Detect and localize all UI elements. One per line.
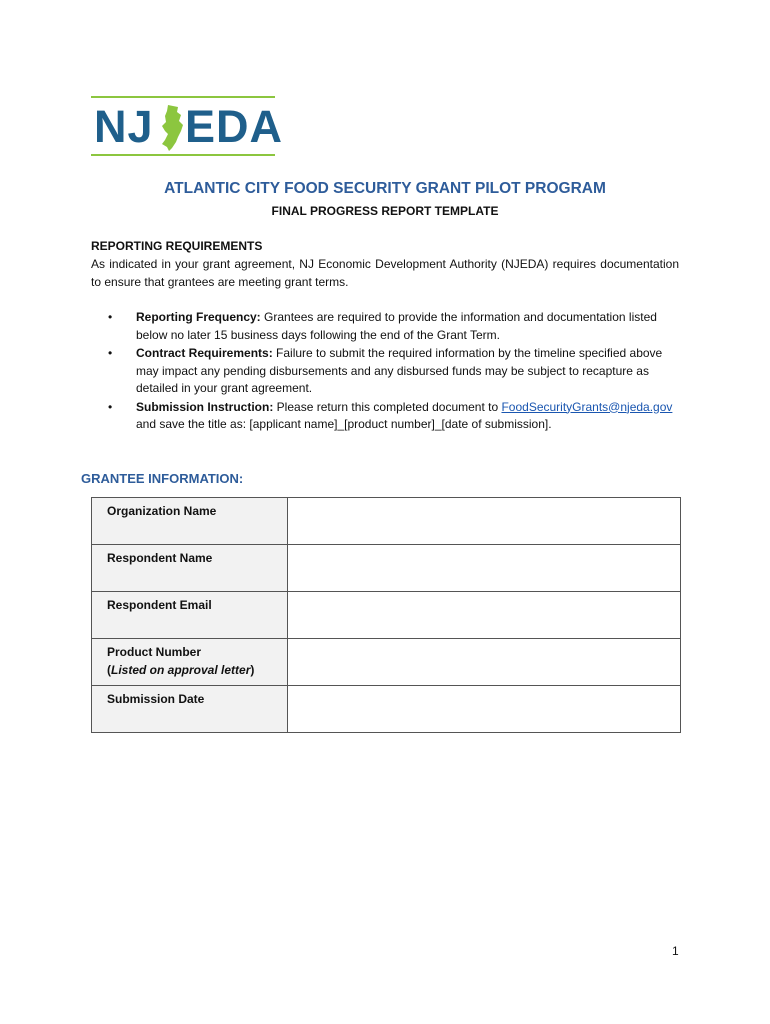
bullet-text: Please return this completed document to	[273, 399, 502, 414]
product-number-note-open: (	[107, 663, 111, 677]
logo-bottom-rule	[91, 154, 275, 156]
respondent-name-field[interactable]	[288, 545, 681, 592]
product-number-note: Listed on approval letter	[111, 663, 251, 677]
njeda-logo	[91, 96, 284, 158]
logo-top-rule	[91, 96, 275, 98]
table-row	[92, 639, 681, 686]
page-title: ATLANTIC CITY FOOD SECURITY GRANT PILOT PROGRAM	[164, 180, 606, 197]
table-row	[92, 498, 681, 545]
bullet-icon: •	[108, 310, 113, 324]
page-number: 1	[672, 944, 679, 958]
product-number-note-close: )	[250, 663, 255, 677]
list-item	[108, 309, 680, 344]
submission-date-label: Submission Date	[92, 686, 288, 733]
organization-name-label: Organization Name	[92, 498, 288, 545]
product-number-label-cell	[92, 639, 288, 686]
grantee-information-heading: GRANTEE INFORMATION:	[81, 471, 244, 486]
reporting-requirements-heading: REPORTING REQUIREMENTS	[91, 239, 263, 253]
bullet-label: Submission Instruction:	[136, 399, 274, 414]
logo-eda-text: EDA	[185, 101, 284, 152]
list-item	[108, 399, 680, 434]
organization-name-field[interactable]	[288, 498, 681, 545]
bullet-label: Contract Requirements:	[136, 346, 273, 360]
list-item	[108, 345, 680, 398]
grantee-information-table	[91, 497, 681, 733]
requirements-list	[108, 309, 680, 435]
respondent-email-field[interactable]	[288, 592, 681, 639]
logo-nj-text: NJ	[94, 101, 154, 152]
table-row	[92, 592, 681, 639]
bullet-text: and save the title as: [applicant name]_[product number]_[date of submission].	[136, 417, 552, 431]
product-number-field[interactable]	[288, 639, 681, 686]
bullet-text: Failure to submit the required information by the timeline specified above may impact any pending disbursements and any disbursed funds may be subject to recapture as detailed in your grant agreement.	[136, 346, 663, 395]
new-jersey-state-icon	[159, 104, 185, 152]
bullet-text: Grantees are required to provide the information and documentation listed below no later 15 business days following the end of the Grant Term.	[136, 310, 657, 342]
submission-email-link[interactable]: FoodSecurityGrants@njeda.gov	[501, 399, 673, 414]
requirements-intro: As indicated in your grant agreement, NJ Economic Development Authority (NJEDA) requires documentation to ensure that grantees are meeting grant terms.	[91, 257, 679, 289]
bullet-icon: •	[108, 399, 113, 414]
bullet-icon: •	[108, 346, 113, 360]
respondent-name-label: Respondent Name	[92, 545, 288, 592]
bullet-label: Reporting Frequency:	[136, 310, 261, 324]
table-row	[92, 545, 681, 592]
table-row	[92, 686, 681, 733]
submission-date-field[interactable]	[288, 686, 681, 733]
product-number-label: Product Number	[107, 645, 202, 659]
respondent-email-label: Respondent Email	[92, 592, 288, 639]
page-subtitle: FINAL PROGRESS REPORT TEMPLATE	[271, 204, 499, 218]
